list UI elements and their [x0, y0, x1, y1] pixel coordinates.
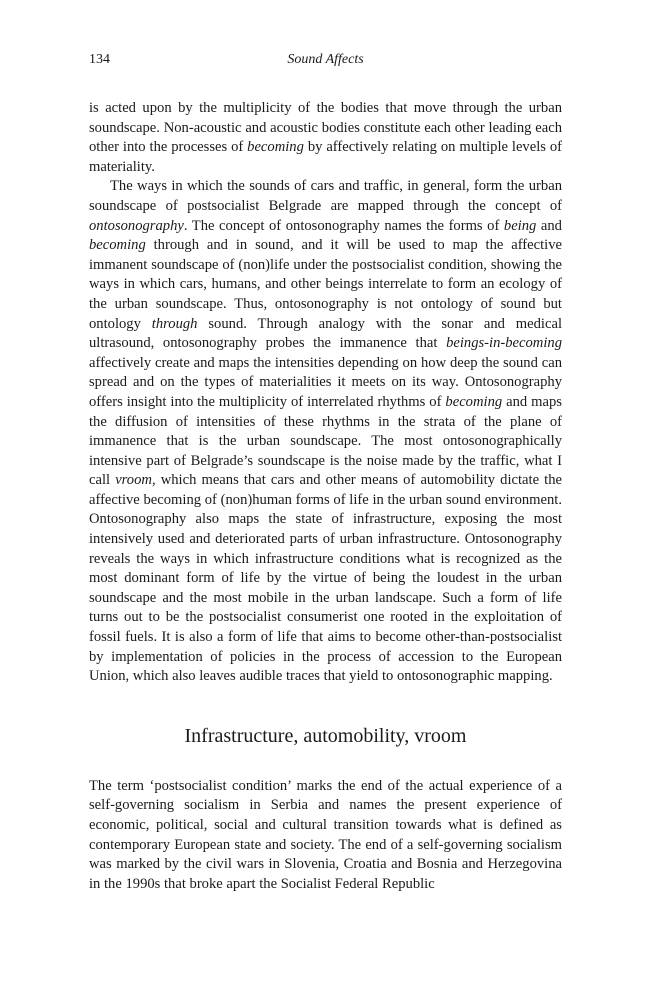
text-run: The ways in which the sounds of cars and traffic, in general, form the urban soundscape of postsocialist Belgrade are mapped through the concept of [89, 178, 562, 214]
body-text [89, 99, 562, 894]
italic-term: becoming [247, 139, 304, 156]
text-run: affectively create and maps the intensities depending on how deep the sound can spread and on the types of materialities it meets on its way. Ontosonography offers insight into the multiplicity of interrelated rhythms of [89, 354, 562, 410]
italic-term: becoming [89, 237, 146, 254]
italic-term: being [503, 217, 537, 234]
text-run: through and in sound, and it will be used to map the affective immanent soundscape of (non)life under the postsocialist condition, showing the ways in which cars, humans, and other beings interrelate to form an ecology of the urban soundscape. Thus, ontosonography is not ontology of sound but ontology [89, 237, 562, 332]
italic-term: becoming [445, 393, 503, 410]
text-run: is acted upon by the multiplicity of the bodies that move through the urban soundscape. Non-acoustic and acoustic bodies constitute each other leading each other into the processes of [89, 100, 562, 156]
italic-term: beings-in-becoming [446, 335, 562, 352]
paragraph-ontosonography [89, 177, 562, 686]
paragraph-postsocialist-condition [89, 777, 562, 895]
text-run: . The concept of ontosonography names the forms of [183, 217, 504, 234]
page-number: 134 [89, 52, 110, 67]
text-run: by affectively relating on multiple levels of materiality. [89, 139, 562, 175]
italic-term: vroom [115, 472, 152, 489]
italic-term: ontosonography [89, 217, 184, 234]
running-title: Sound Affects [287, 52, 364, 67]
text-run: , which means that cars and other means of automobility dictate the affective becoming of (non)human forms of life in the urban sound environment. Ontosonography also maps the state of infrastructure, exposing the most intensively used and deteriorated parts of urban infrastructure. Ontosonography reveals the ways in which infrastructure conditions what is recognized as the most dominant form of life by the virtue of being the loudest in the urban soundscape and the most mobile in the urban landscape. Such a form of life turns out to be the postsocialist consumerist one rooted in the exploitation of fossil fuels. It is also a form of life that aims to become other-than-postsocialist by implementation of policies in the process of accession to the European Union, which also leaves audible traces that yield to ontosonographic mapping. [89, 472, 562, 685]
section-heading: Infrastructure, automobility, vroom [184, 724, 467, 747]
paragraph-continuation [89, 99, 562, 177]
italic-term: through [151, 315, 198, 332]
text-run: sound. Through analogy with the sonar and medical ultrasound, ontosonography probes the immanence that [89, 315, 562, 352]
text-run: The term ‘postsocialist condition’ marks the end of the actual experience of a self-governing socialism in Serbia and names the present experience of economic, political, social and cultural transition towards what is defined as contemporary European state and society. The end of a self-governing socialism was marked by the civil wars in Slovenia, Croatia and Bosnia and Herzegovina in the 1990s that broke apart the Socialist Federal Republic [89, 777, 562, 892]
text-run: and [536, 217, 562, 234]
text-run: and maps the diffusion of intensities of these rhythms in the strata of the plane of immanence that is the urban soundscape. The most ontosonographically intensive part of Belgrade’s soundscape is the noise made by the traffic, what I call [89, 393, 562, 489]
